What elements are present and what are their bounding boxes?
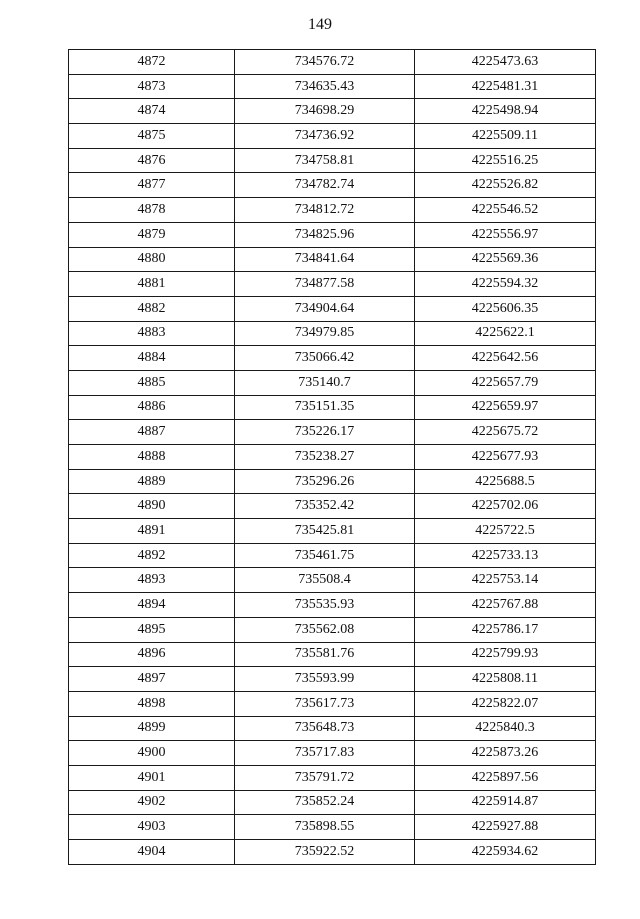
table-row (69, 815, 596, 840)
y-coordinate-cell: 4225546.52 (415, 198, 596, 223)
point-id-cell: 4873 (69, 74, 235, 99)
point-id-cell: 4889 (69, 469, 235, 494)
point-id-cell: 4883 (69, 321, 235, 346)
point-id-cell: 4890 (69, 494, 235, 519)
table-row (69, 568, 596, 593)
point-id-cell: 4884 (69, 346, 235, 371)
y-coordinate-cell: 4225556.97 (415, 222, 596, 247)
y-coordinate-cell: 4225675.72 (415, 420, 596, 445)
table-row (69, 642, 596, 667)
point-id-cell: 4875 (69, 124, 235, 149)
x-coordinate-cell: 735140.7 (235, 370, 415, 395)
y-coordinate-cell: 4225677.93 (415, 445, 596, 470)
point-id-cell: 4882 (69, 296, 235, 321)
table-row (69, 222, 596, 247)
x-coordinate-cell: 735535.93 (235, 593, 415, 618)
table-row (69, 50, 596, 75)
x-coordinate-cell: 735898.55 (235, 815, 415, 840)
table-row (69, 198, 596, 223)
table-row (69, 593, 596, 618)
table-row (69, 247, 596, 272)
point-id-cell: 4899 (69, 716, 235, 741)
x-coordinate-cell: 735852.24 (235, 790, 415, 815)
point-id-cell: 4896 (69, 642, 235, 667)
y-coordinate-cell: 4225498.94 (415, 99, 596, 124)
table-row (69, 346, 596, 371)
y-coordinate-cell: 4225657.79 (415, 370, 596, 395)
table-row (69, 370, 596, 395)
y-coordinate-cell: 4225808.11 (415, 667, 596, 692)
point-id-cell: 4885 (69, 370, 235, 395)
x-coordinate-cell: 734576.72 (235, 50, 415, 75)
table-row (69, 272, 596, 297)
x-coordinate-cell: 734698.29 (235, 99, 415, 124)
x-coordinate-cell: 734635.43 (235, 74, 415, 99)
point-id-cell: 4879 (69, 222, 235, 247)
point-id-cell: 4874 (69, 99, 235, 124)
table-row (69, 840, 596, 865)
y-coordinate-cell: 4225822.07 (415, 691, 596, 716)
x-coordinate-cell: 734877.58 (235, 272, 415, 297)
x-coordinate-cell: 735562.08 (235, 617, 415, 642)
table-row (69, 74, 596, 99)
table-row (69, 321, 596, 346)
y-coordinate-cell: 4225799.93 (415, 642, 596, 667)
point-id-cell: 4893 (69, 568, 235, 593)
point-id-cell: 4881 (69, 272, 235, 297)
y-coordinate-cell: 4225767.88 (415, 593, 596, 618)
table-row (69, 99, 596, 124)
table-row (69, 790, 596, 815)
y-coordinate-cell: 4225622.1 (415, 321, 596, 346)
table-row (69, 765, 596, 790)
x-coordinate-cell: 734841.64 (235, 247, 415, 272)
x-coordinate-cell: 734904.64 (235, 296, 415, 321)
coordinate-table (68, 49, 596, 865)
point-id-cell: 4876 (69, 148, 235, 173)
x-coordinate-cell: 735226.17 (235, 420, 415, 445)
x-coordinate-cell: 734758.81 (235, 148, 415, 173)
table-row (69, 716, 596, 741)
x-coordinate-cell: 735617.73 (235, 691, 415, 716)
x-coordinate-cell: 734736.92 (235, 124, 415, 149)
point-id-cell: 4888 (69, 445, 235, 470)
y-coordinate-cell: 4225753.14 (415, 568, 596, 593)
x-coordinate-cell: 734812.72 (235, 198, 415, 223)
point-id-cell: 4901 (69, 765, 235, 790)
y-coordinate-cell: 4225516.25 (415, 148, 596, 173)
x-coordinate-cell: 734782.74 (235, 173, 415, 198)
table-row (69, 173, 596, 198)
y-coordinate-cell: 4225927.88 (415, 815, 596, 840)
x-coordinate-cell: 735922.52 (235, 840, 415, 865)
point-id-cell: 4900 (69, 741, 235, 766)
y-coordinate-cell: 4225897.56 (415, 765, 596, 790)
y-coordinate-cell: 4225722.5 (415, 519, 596, 544)
y-coordinate-cell: 4225594.32 (415, 272, 596, 297)
table-row (69, 543, 596, 568)
x-coordinate-cell: 735425.81 (235, 519, 415, 544)
point-id-cell: 4891 (69, 519, 235, 544)
y-coordinate-cell: 4225688.5 (415, 469, 596, 494)
y-coordinate-cell: 4225569.36 (415, 247, 596, 272)
y-coordinate-cell: 4225481.31 (415, 74, 596, 99)
x-coordinate-cell: 735352.42 (235, 494, 415, 519)
table-row (69, 124, 596, 149)
x-coordinate-cell: 735461.75 (235, 543, 415, 568)
x-coordinate-cell: 734825.96 (235, 222, 415, 247)
table-row (69, 691, 596, 716)
y-coordinate-cell: 4225873.26 (415, 741, 596, 766)
x-coordinate-cell: 735717.83 (235, 741, 415, 766)
y-coordinate-cell: 4225733.13 (415, 543, 596, 568)
coordinate-table-body (69, 50, 596, 865)
y-coordinate-cell: 4225642.56 (415, 346, 596, 371)
point-id-cell: 4898 (69, 691, 235, 716)
point-id-cell: 4895 (69, 617, 235, 642)
x-coordinate-cell: 735238.27 (235, 445, 415, 470)
point-id-cell: 4887 (69, 420, 235, 445)
x-coordinate-cell: 735151.35 (235, 395, 415, 420)
x-coordinate-cell: 735581.76 (235, 642, 415, 667)
table-row (69, 617, 596, 642)
y-coordinate-cell: 4225914.87 (415, 790, 596, 815)
table-row (69, 667, 596, 692)
table-row (69, 519, 596, 544)
y-coordinate-cell: 4225526.82 (415, 173, 596, 198)
y-coordinate-cell: 4225473.63 (415, 50, 596, 75)
y-coordinate-cell: 4225840.3 (415, 716, 596, 741)
y-coordinate-cell: 4225934.62 (415, 840, 596, 865)
point-id-cell: 4897 (69, 667, 235, 692)
x-coordinate-cell: 735066.42 (235, 346, 415, 371)
y-coordinate-cell: 4225659.97 (415, 395, 596, 420)
table-row (69, 469, 596, 494)
table-row (69, 395, 596, 420)
point-id-cell: 4880 (69, 247, 235, 272)
point-id-cell: 4903 (69, 815, 235, 840)
table-row (69, 148, 596, 173)
point-id-cell: 4886 (69, 395, 235, 420)
x-coordinate-cell: 735296.26 (235, 469, 415, 494)
y-coordinate-cell: 4225606.35 (415, 296, 596, 321)
point-id-cell: 4902 (69, 790, 235, 815)
table-row (69, 296, 596, 321)
point-id-cell: 4877 (69, 173, 235, 198)
y-coordinate-cell: 4225702.06 (415, 494, 596, 519)
y-coordinate-cell: 4225786.17 (415, 617, 596, 642)
table-row (69, 741, 596, 766)
x-coordinate-cell: 735593.99 (235, 667, 415, 692)
table-row (69, 445, 596, 470)
point-id-cell: 4872 (69, 50, 235, 75)
y-coordinate-cell: 4225509.11 (415, 124, 596, 149)
x-coordinate-cell: 734979.85 (235, 321, 415, 346)
point-id-cell: 4892 (69, 543, 235, 568)
point-id-cell: 4878 (69, 198, 235, 223)
point-id-cell: 4894 (69, 593, 235, 618)
x-coordinate-cell: 735791.72 (235, 765, 415, 790)
point-id-cell: 4904 (69, 840, 235, 865)
table-row (69, 420, 596, 445)
x-coordinate-cell: 735648.73 (235, 716, 415, 741)
page-number: 149 (308, 16, 332, 33)
x-coordinate-cell: 735508.4 (235, 568, 415, 593)
table-row (69, 494, 596, 519)
